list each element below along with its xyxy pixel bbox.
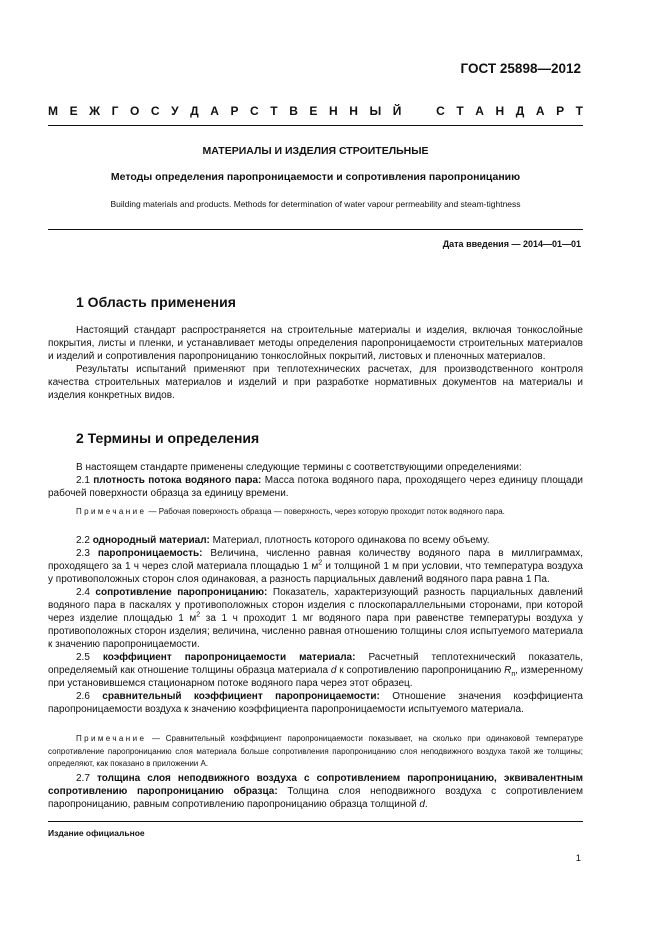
banner-letter: С bbox=[250, 104, 259, 118]
edition-label: Издание официальное bbox=[48, 828, 145, 838]
banner-letter: Т bbox=[456, 104, 464, 118]
banner-letter: О bbox=[129, 104, 140, 118]
title-rule bbox=[48, 229, 583, 230]
standard-id: ГОСТ 25898—2012 bbox=[460, 61, 581, 76]
document-title: МАТЕРИАЛЫ И ИЗДЕЛИЯ СТРОИТЕЛЬНЫЕ bbox=[202, 145, 429, 157]
banner-letter: У bbox=[171, 104, 179, 118]
banner-letter: Н bbox=[349, 104, 358, 118]
footer-rule bbox=[48, 821, 583, 822]
document-subtitle: Методы определения паропроницаемости и сопротивления паропроницанию bbox=[110, 171, 521, 183]
term-2-2: 2.2 однородный материал: Материал, плотность которого одинакова по всему объему. bbox=[76, 535, 490, 546]
banner-letter: Ж bbox=[89, 104, 100, 118]
term-2-1: 2.1 плотность потока водяного пара: Масса потока водяного пара, проходящего через единицу площади рабочей поверхности образца за единицу времени. bbox=[48, 475, 584, 499]
banner-letter: Д bbox=[190, 104, 199, 118]
note-1: Примечание — Рабочая поверхность образца — поверхность, через которую проходит поток водяного пара. bbox=[76, 507, 505, 516]
banner-letter: Т bbox=[270, 104, 278, 118]
banner-letter: А bbox=[210, 104, 219, 118]
banner-letter: Н bbox=[329, 104, 338, 118]
banner-letter: С bbox=[150, 104, 160, 118]
term-2-7: 2.7 толщина слоя неподвижного воздуха с сопротивлением паропроницанию, эквивалентным сопротивлению паропроницанию образца: Толщина слоя неподвижного воздуха с сопротивлением паропроницанию, равным сопротивлению паропроницанию образца толщиной d. bbox=[48, 773, 583, 810]
banner-letter: А bbox=[475, 104, 484, 118]
interstate-standard-banner bbox=[48, 104, 583, 118]
banner-letter: В bbox=[289, 104, 298, 118]
term-2-3: 2.3 паропроницаемость: Величина, численно равная количеству водяного пара в миллиграммах, проходящего за 1 ч через слой материала площадью 1 $м^2$ и толщиной 1 м при условии, что температура воздуха у противоположных сторон слоя одинаковая, а разность парциальных давлений водяного пара равна 1 Па. bbox=[48, 548, 583, 585]
terms-block bbox=[48, 534, 583, 716]
banner-letter: А bbox=[535, 104, 545, 118]
english-title: Building materials and products. Methods for determination of water vapour permeability and steam-tightness bbox=[110, 199, 521, 209]
banner-letter: Т bbox=[575, 104, 583, 118]
banner-letter: Н bbox=[495, 104, 505, 118]
banner-letter: Р bbox=[556, 104, 565, 118]
term-2-7-block bbox=[48, 772, 583, 811]
banner-letter: Р bbox=[230, 104, 239, 118]
section-1-body bbox=[48, 324, 583, 402]
section-2-heading: 2 Термины и определения bbox=[76, 430, 260, 446]
banner-letter: Е bbox=[69, 104, 78, 118]
section-2-intro bbox=[48, 461, 583, 500]
paragraph: Результаты испытаний применяют при теплотехнических расчетах, для производственного контроля качества строительных материалов и изделий и при разработке нормативных документов на материалы и изделия конкретных видов. bbox=[48, 364, 583, 401]
term-2-4: 2.4 сопротивление паропроницанию: Показатель, характеризующий разность парциальных давлений водяного пара в паскалях у противоположных сторон изделия с плоскопараллельными сторонами, при которой через изделие площадью 1 $м^2$ за 1 ч проходит 1 мг водяного пара при равенстве температуры воздуха у противоположных сторон изделия; величина, численно равная отношению толщины слоя испытуемого материала к значению паропроницаемости. bbox=[48, 587, 583, 650]
banner-letter: Й bbox=[392, 104, 402, 118]
banner-letter: Ы bbox=[369, 104, 382, 118]
paragraph: Настоящий стандарт распространяется на строительные материалы и изделия, включая тонкослойные покрытия, листы и пленки, и устанавливает методы определения паропроницаемости строительных материалов и изделий и сопротивления паропроницанию тонкослойных покрытий, листовых и пленочных материалов. bbox=[48, 325, 583, 362]
note-label: Примечание bbox=[76, 507, 147, 516]
paragraph: В настоящем стандарте применены следующие термины с соответствующими определениями: bbox=[76, 462, 522, 473]
note-2: Примечание — Сравнительный коэффициент паропроницаемости показывает, на сколько при одинаковой температуре сопротивление паропроницанию слоя материала больше сопротивления паропроницанию слоя неподвижного воздуха такой же толщины; определяют, как показано в приложении А. bbox=[48, 734, 583, 768]
term-2-5: 2.5 коэффициент паропроницаемости материала: Расчетный теплотехнический показатель, определяемый как отношение толщины образца материала d к сопротивлению паропроницанию $R_п$, измеренному при установившемся стационарном потоке водяного пара через этот образец. bbox=[48, 652, 584, 689]
introduction-date: Дата введения — 2014—01—01 bbox=[442, 239, 581, 249]
term-2-6: 2.6 сравнительный коэффициент паропроницаемости: Отношение значения коэффициента паропроницаемости воздуха к значению коэффициента паропроницаемости испытуемого материала. bbox=[48, 691, 583, 715]
section-1-heading: 1 Область применения bbox=[76, 294, 236, 310]
note-label: Примечание bbox=[76, 734, 147, 743]
header-rule bbox=[48, 125, 583, 126]
page-number: 1 bbox=[575, 853, 581, 864]
banner-letter: С bbox=[436, 104, 445, 118]
banner-letter: Д bbox=[515, 104, 525, 118]
banner-letter: М bbox=[48, 104, 58, 118]
banner-letter: Е bbox=[309, 104, 318, 118]
banner-letter: Г bbox=[111, 104, 119, 118]
